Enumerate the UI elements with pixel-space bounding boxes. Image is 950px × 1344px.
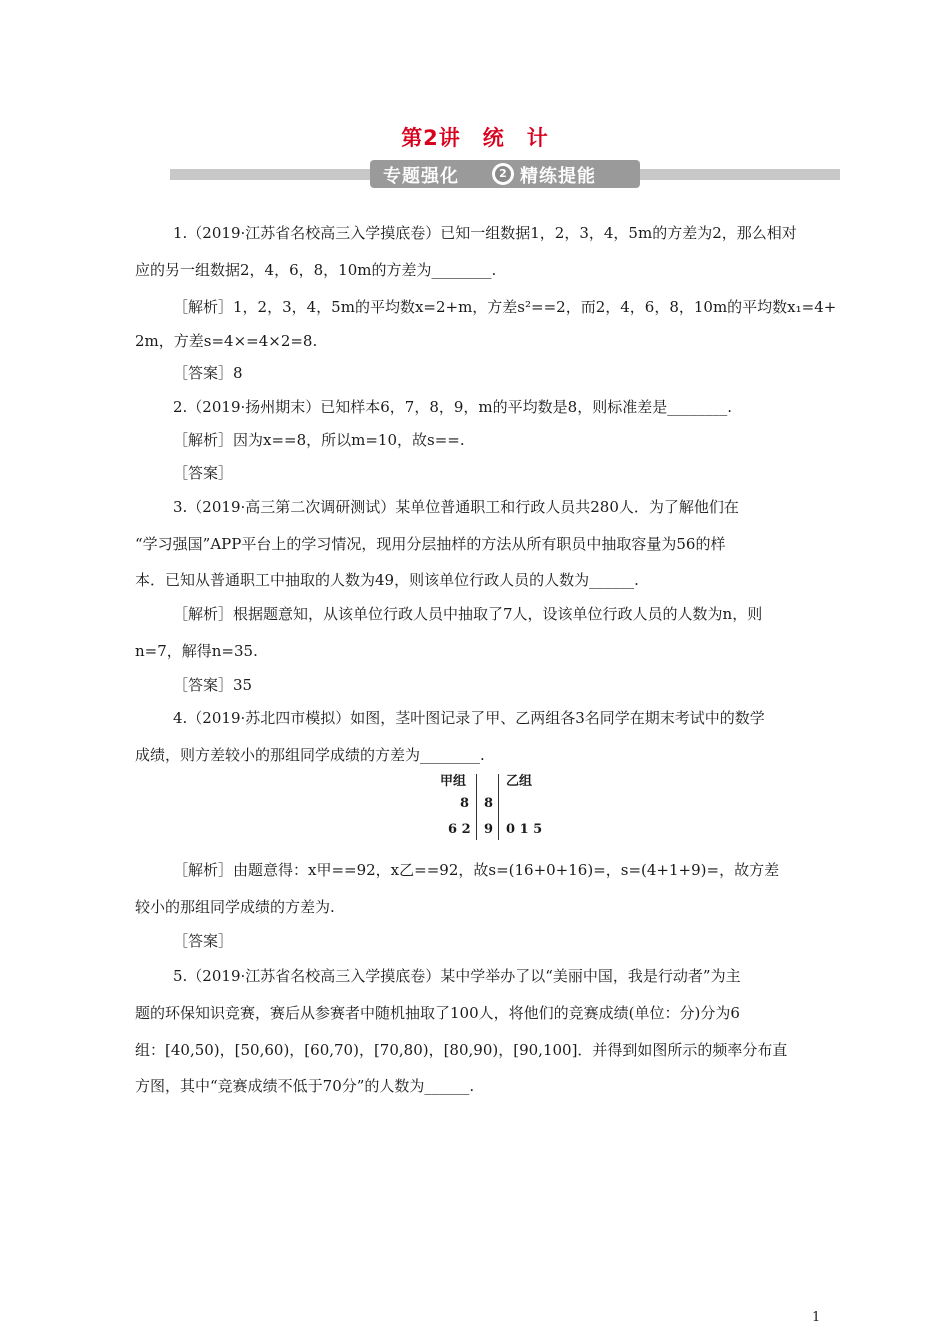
banner-left-text: 专题强化 <box>383 166 459 187</box>
q1-answer: ［答案］8 <box>173 364 243 382</box>
q3-line-3: 本．已知从普通职工中抽取的人数为49，则该单位行政人员的人数为______. <box>135 571 639 589</box>
stem-leaf-right-header: 乙组 <box>506 774 533 789</box>
stem-leaf-left-leaves: 8 <box>460 796 470 811</box>
q4-analysis-2: 较小的那组同学成绩的方差为. <box>135 898 335 916</box>
banner-badge-icon <box>492 163 514 185</box>
banner-rule-left <box>170 169 380 180</box>
stem-leaf-plot <box>440 770 550 842</box>
page-title: 第2讲 统 计 <box>401 126 549 150</box>
q1-line-2: 应的另一组数据2，4，6，8，10m的方差为________. <box>135 261 497 279</box>
q5-line-4: 方图，其中“竞赛成绩不低于70分”的人数为______. <box>135 1077 475 1095</box>
banner-badge-number: 2 <box>495 166 511 182</box>
q3-line-1: 3.（2019·高三第二次调研测试）某单位普通职工和行政人员共280人．为了解他们在 <box>173 498 739 516</box>
stem-leaf-left-leaves: 6 2 <box>448 822 471 837</box>
q5-line-1: 5.（2019·江苏省名校高三入学摸底卷）某中学举办了以“美丽中国，我是行动者”为主 <box>173 967 741 985</box>
page-number: 1 <box>812 1310 821 1325</box>
q4-answer: ［答案］ <box>173 932 234 950</box>
stem-leaf-stem: 8 <box>484 796 494 811</box>
stem-leaf-divider-left <box>476 774 477 840</box>
q3-line-2: “学习强国”APP平台上的学习情况，现用分层抽样的方法从所有职员中抽取容量为56的样 <box>135 535 726 553</box>
q4-line-2: 成绩，则方差较小的那组同学成绩的方差为________. <box>135 746 485 764</box>
section-banner <box>170 160 840 188</box>
q1-analysis-1: ［解析］1，2，3，4，5m的平均数x=2+m，方差s²==2，而2，4，6，8，10m的平均数x₁=4+ <box>173 298 837 316</box>
banner-right-text: 精练提能 <box>520 166 596 187</box>
banner-rule-right <box>630 169 840 180</box>
stem-leaf-divider-right <box>498 774 499 840</box>
q3-answer: ［答案］35 <box>173 676 253 694</box>
stem-leaf-right-leaves: 0 1 5 <box>506 822 543 837</box>
q3-analysis-2: n=7，解得n=35. <box>135 642 258 660</box>
q3-analysis-1: ［解析］根据题意知，从该单位行政人员中抽取了7人，设该单位行政人员的人数为n，则 <box>173 605 763 623</box>
q4-line-1: 4.（2019·苏北四市模拟）如图，茎叶图记录了甲、乙两组各3名同学在期末考试中的数学 <box>173 709 765 727</box>
q5-line-2: 题的环保知识竞赛，赛后从参赛者中随机抽取了100人，将他们的竞赛成绩(单位：分)分为6 <box>135 1004 740 1022</box>
q2-answer: ［答案］ <box>173 464 234 482</box>
q1-analysis-2: 2m，方差s=4×=4×2=8. <box>135 332 318 350</box>
q1-line-1: 1.（2019·江苏省名校高三入学摸底卷）已知一组数据1，2，3，4，5m的方差为2，那么相对 <box>173 224 797 242</box>
q2-line-1: 2.（2019·扬州期末）已知样本6，7，8，9，m的平均数是8，则标准差是________. <box>173 398 732 416</box>
stem-leaf-left-header: 甲组 <box>440 774 467 789</box>
stem-leaf-stem: 9 <box>484 822 494 837</box>
q2-analysis: ［解析］因为x==8，所以m=10，故s==. <box>173 431 465 449</box>
q5-line-3: 组：[40,50)，[50,60)，[60,70)，[70,80)，[80,90)，[90,100]．并得到如图所示的频率分布直 <box>135 1041 788 1059</box>
q4-analysis-1: ［解析］由题意得：x甲==92，x乙==92，故s=(16+0+16)=，s=(4+1+9)=，故方差 <box>173 861 780 879</box>
